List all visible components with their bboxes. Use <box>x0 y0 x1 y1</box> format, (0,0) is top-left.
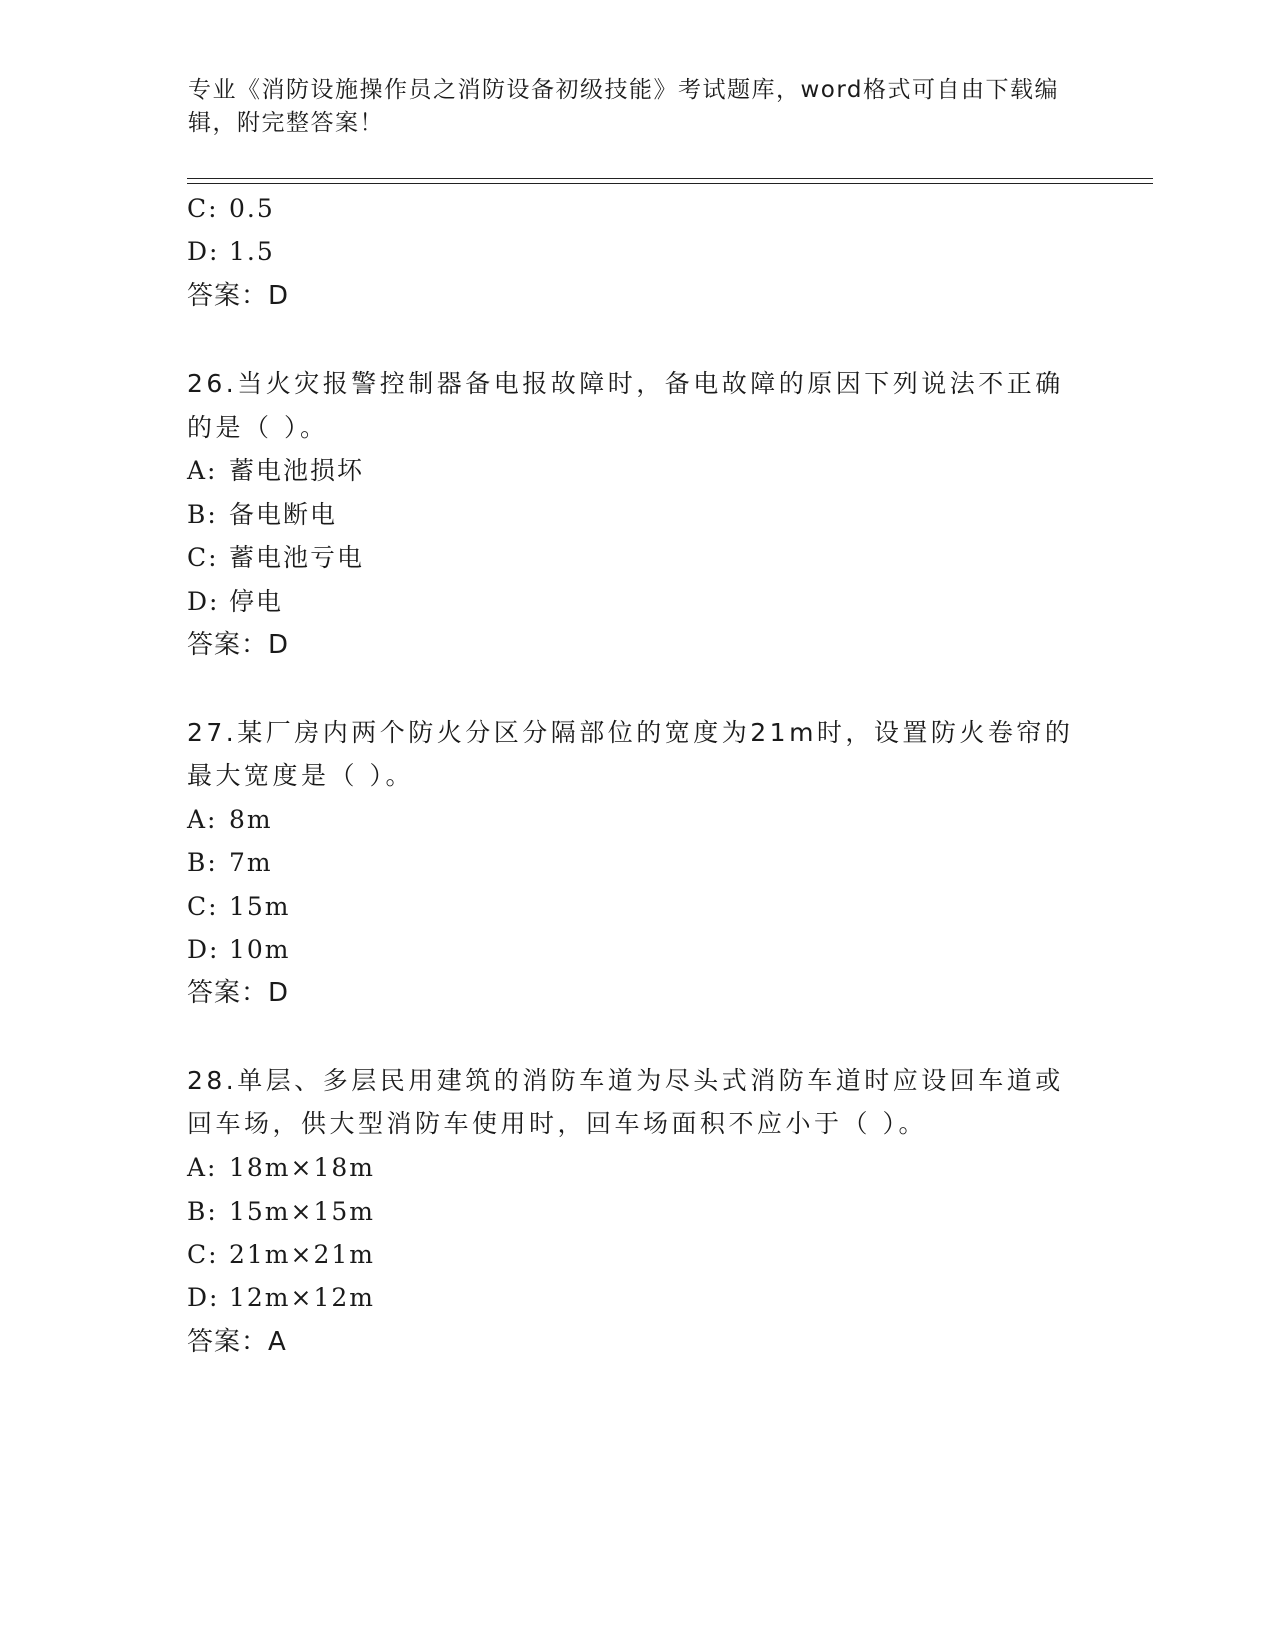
q28-option-a <box>187 1152 375 1184</box>
q27-option-d <box>187 934 291 966</box>
prev-option-d <box>187 236 275 268</box>
prev-option-c <box>187 193 275 225</box>
option-text: 10m <box>229 935 291 964</box>
option-key: A: <box>187 805 218 834</box>
option-text: 0.5 <box>229 194 275 223</box>
q27-option-b <box>187 847 273 879</box>
option-text: 15m <box>229 892 291 921</box>
option-key: B: <box>187 500 218 529</box>
q27-option-c <box>187 891 291 923</box>
option-key: C: <box>187 1240 219 1269</box>
option-text: 停电 <box>229 587 284 616</box>
q28-stem-line-2: 回车场，供大型消防车使用时，回车场面积不应小于（ ）。 <box>187 1109 927 1138</box>
q27-stem-line-1: 27.某厂房内两个防火分区分隔部位的宽度为21m时，设置防火卷帘的 <box>187 718 1074 747</box>
q26-stem-line-2: 的是（ ）。 <box>187 413 329 442</box>
q28-option-d <box>187 1282 375 1314</box>
q28-option-b <box>187 1196 375 1228</box>
q28-answer: 答案：A <box>187 1327 287 1357</box>
q27-stem-line-2: 最大宽度是（ ）。 <box>187 761 414 790</box>
option-key: D: <box>187 237 220 266</box>
option-key: A: <box>187 456 218 485</box>
q26-option-b <box>187 499 337 531</box>
document-header <box>188 74 1068 140</box>
option-text: 12m×12m <box>229 1283 375 1312</box>
header-divider-bottom <box>187 183 1153 184</box>
option-text: 8m <box>229 805 273 834</box>
header-line-2: 辑，附完整答案！ <box>188 110 384 136</box>
option-text: 蓄电池亏电 <box>229 543 365 572</box>
q26-answer: 答案：D <box>187 630 290 660</box>
option-key: C: <box>187 543 219 572</box>
option-text: 21m×21m <box>229 1240 375 1269</box>
q26-option-d <box>187 586 283 618</box>
q27-answer: 答案：D <box>187 978 290 1008</box>
q26-option-a <box>187 455 364 487</box>
header-divider-top <box>187 178 1153 179</box>
option-key: B: <box>187 1197 218 1226</box>
q26-stem-line-1: 26.当火灾报警控制器备电报故障时，备电故障的原因下列说法不正确 <box>187 369 1064 398</box>
option-key: C: <box>187 892 219 921</box>
option-key: A: <box>187 1153 218 1182</box>
header-line-1: 专业《消防设施操作员之消防设备初级技能》考试题库，word格式可自由下载编 <box>188 77 1060 103</box>
option-key: B: <box>187 848 218 877</box>
option-text: 7m <box>229 848 273 877</box>
option-key: C: <box>187 194 219 223</box>
option-key: D: <box>187 935 220 964</box>
q28-option-c <box>187 1239 375 1271</box>
option-text: 18m×18m <box>229 1153 375 1182</box>
option-key: D: <box>187 587 220 616</box>
q26-option-c <box>187 542 364 574</box>
q28-stem-line-1: 28.单层、多层民用建筑的消防车道为尽头式消防车道时应设回车道或 <box>187 1066 1064 1095</box>
option-text: 1.5 <box>229 237 275 266</box>
option-key: D: <box>187 1283 220 1312</box>
option-text: 蓄电池损坏 <box>229 456 365 485</box>
prev-answer: 答案：D <box>187 281 290 311</box>
option-text: 15m×15m <box>229 1197 375 1226</box>
option-text: 备电断电 <box>229 500 338 529</box>
q27-option-a <box>187 804 273 836</box>
